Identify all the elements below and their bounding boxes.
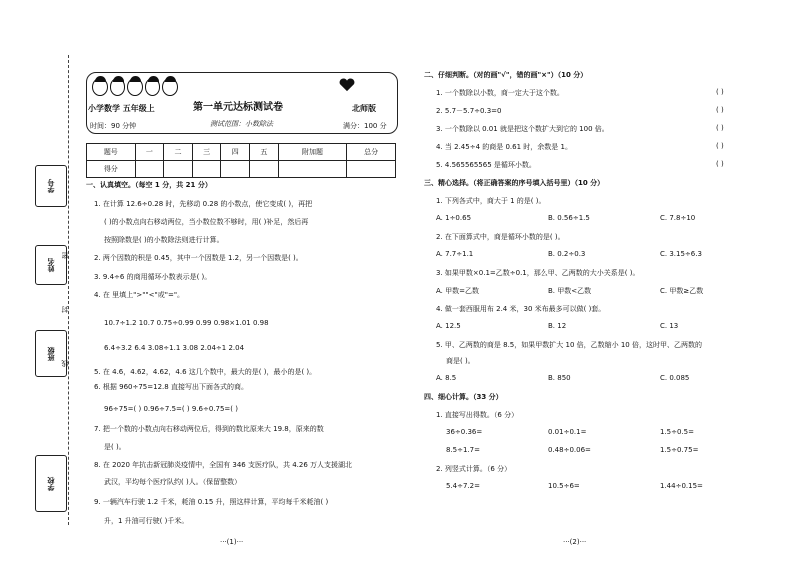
- calc-item: 10.5÷6=: [548, 482, 580, 490]
- question-line: 3. 9.4÷6 的商用循环小数表示是( )。: [94, 273, 212, 281]
- answer-paren[interactable]: ( ): [716, 124, 724, 132]
- question-line: 5. 在 4.6，4.62，4.62，4.6 这几个数中，最大的是( )，最小的是( )。: [94, 368, 317, 376]
- question-line: 4. 在 里填上">""<"或"="。: [94, 291, 185, 299]
- question-line: 96÷75=( ) 0.96÷7.5=( ) 9.6÷0.75=( ): [104, 405, 238, 413]
- choice-opt[interactable]: B. 甲数<乙数: [548, 287, 592, 295]
- calc-item: 1.5÷0.5=: [660, 428, 694, 436]
- calc-item: 1.5÷0.75=: [660, 446, 699, 454]
- question-line: 8. 在 2020 年抗击新冠肺炎疫情中，全国有 346 支医疗队，共 4.26 万人支援湖北: [94, 461, 353, 469]
- section-3-title: 三、精心选择。（将正确答案的序号填入括号里）（10 分）: [424, 179, 605, 187]
- choice-q5: 5. 甲、乙两数的商是 8.5，如果甲数扩大 10 倍，乙数缩小 10 倍，这时甲、乙两数的: [436, 341, 702, 349]
- score-table: [86, 143, 396, 178]
- score-cell[interactable]: [221, 161, 250, 178]
- school-label: 学校: [47, 476, 55, 491]
- score-cell[interactable]: [347, 161, 396, 178]
- judge-item: 5. 4.565565565 是循环小数。: [436, 161, 536, 169]
- answer-paren[interactable]: ( ): [716, 88, 724, 96]
- seal-mark: 封: [61, 306, 69, 313]
- section-1-title: 一、认真填空。（每空 1 分，共 21 分）: [86, 181, 212, 189]
- score-cell[interactable]: [164, 161, 193, 178]
- time-label: 时间：90 分钟: [90, 122, 137, 130]
- calc-title-1: 1. 直接写出得数。（6 分）: [436, 411, 519, 419]
- school-box[interactable]: [35, 455, 67, 512]
- choice-q2: 2. 在下面算式中，商是循环小数的是( )。: [436, 233, 565, 241]
- score-cell[interactable]: [192, 161, 221, 178]
- choice-opt[interactable]: C. 13: [660, 322, 679, 330]
- exam-title: 第一单元达标测试卷: [193, 102, 283, 113]
- table-cell: 题号: [87, 144, 136, 161]
- calc-item: 36÷0.36=: [446, 428, 483, 436]
- choice-opt[interactable]: A. 8.5: [436, 374, 457, 382]
- calc-item: 5.4÷7.2=: [446, 482, 480, 490]
- choice-opt[interactable]: C. 0.085: [660, 374, 690, 382]
- question-line: 9. 一辆汽车行驶 1.2 千米，耗油 0.15 升，照这样计算，平均每千米耗油( ): [94, 498, 329, 506]
- choice-opt[interactable]: B. 12: [548, 322, 567, 330]
- binding-line: [68, 55, 69, 525]
- series-label: 小学数学 五年级上: [88, 104, 155, 113]
- choice-q4: 4. 做一套西服用布 2.4 米，30 米布最多可以做( )套。: [436, 305, 606, 313]
- student-id-box[interactable]: [35, 165, 67, 207]
- name-label: 姓名: [47, 258, 55, 272]
- table-cell: 三: [192, 144, 221, 161]
- class-label: 班级: [47, 346, 55, 361]
- question-line: 7. 把一个数的小数点向右移动两位后，得到的数比原来大 19.8，原来的数: [94, 425, 324, 433]
- name-box[interactable]: [35, 245, 67, 285]
- section-2-title: 二、仔细判断。（对的画"√"，错的画"×"）（10 分）: [424, 71, 588, 79]
- heart-icon: [338, 78, 356, 92]
- calc-item: 1.44÷0.15=: [660, 482, 703, 490]
- children-logo: [92, 74, 178, 100]
- table-cell: 得分: [87, 161, 136, 178]
- choice-q5-cont: 商是( )。: [446, 357, 475, 365]
- score-cell[interactable]: [278, 161, 347, 178]
- judge-item: 3. 一个数除以 0.01 就是把这个数扩大到它的 100 倍。: [436, 125, 609, 133]
- choice-opt[interactable]: C. 甲数≥乙数: [660, 287, 704, 295]
- answer-paren[interactable]: ( ): [716, 106, 724, 114]
- calc-item: 0.01÷0.1=: [548, 428, 587, 436]
- page-number-2: ···(2)···: [563, 538, 587, 546]
- calc-title-2: 2. 列竖式计算。（6 分）: [436, 465, 512, 473]
- question-line: 升，1 升油可行驶( )千米。: [104, 517, 189, 525]
- seal-mark: 密: [61, 252, 69, 259]
- choice-opt[interactable]: A. 7.7÷1.1: [436, 250, 474, 258]
- choice-opt[interactable]: C. 7.8÷10: [660, 214, 696, 222]
- table-cell: 四: [221, 144, 250, 161]
- choice-opt[interactable]: B. 0.2÷0.3: [548, 250, 586, 258]
- table-cell: 五: [250, 144, 279, 161]
- score-label: 满分：100 分: [343, 122, 387, 130]
- class-box[interactable]: [35, 330, 67, 377]
- calc-item: 0.48÷0.06=: [548, 446, 591, 454]
- choice-opt[interactable]: A. 甲数=乙数: [436, 287, 479, 295]
- scope-label: 测试范围：小数除法: [210, 120, 273, 128]
- choice-q3: 3. 如果甲数×0.1=乙数÷0.1，那么甲、乙两数的大小关系是( )。: [436, 269, 640, 277]
- score-cell[interactable]: [135, 161, 164, 178]
- question-line: 武汉，平均每个医疗队约( )人。（保留整数）: [104, 478, 242, 486]
- choice-opt[interactable]: C. 3.15÷6.3: [660, 250, 702, 258]
- question-line: 6.4÷3.2 6.4 3.08÷1.1 3.08 2.04÷1 2.04: [104, 344, 245, 352]
- table-cell: 附加题: [278, 144, 347, 161]
- table-cell: 一: [135, 144, 164, 161]
- question-line: 是( )。: [104, 443, 126, 451]
- choice-opt[interactable]: A. 12.5: [436, 322, 461, 330]
- section-4-title: 四、细心计算。（33 分）: [424, 393, 503, 401]
- score-cell[interactable]: [250, 161, 279, 178]
- page-number-1: ···(1)···: [220, 538, 244, 546]
- question-line: 1. 在计算 12.6÷0.28 时，先移动 0.28 的小数点，使它变成( )，再把: [94, 200, 313, 208]
- choice-opt[interactable]: B. 850: [548, 374, 571, 382]
- question-line: 10.7÷1.2 10.7 0.75÷0.99 0.99 0.98×1.01 0.98: [104, 319, 269, 327]
- student-id-label: 学号: [47, 179, 55, 193]
- question-line: 2. 两个因数的积是 0.45，其中一个因数是 1.2，另一个因数是( )。: [94, 254, 303, 262]
- question-line: 6. 根据 960÷75=12.8 直接写出下面各式的商。: [94, 383, 248, 391]
- choice-opt[interactable]: B. 0.56÷1.5: [548, 214, 590, 222]
- seal-mark: 线: [61, 360, 69, 367]
- table-cell: 总分: [347, 144, 396, 161]
- question-line: 按照除数是( )的小数除法则进行计算。: [104, 236, 224, 244]
- judge-item: 1. 一个数除以小数，商一定大于这个数。: [436, 89, 564, 97]
- answer-paren[interactable]: ( ): [716, 142, 724, 150]
- choice-q1: 1. 下列各式中，商大于 1 的是( )。: [436, 197, 546, 205]
- question-line: ( )的小数点向右移动两位，当小数位数不够时，用( )补足，然后再: [104, 218, 309, 226]
- table-cell: 二: [164, 144, 193, 161]
- judge-item: 2. 5.7－5.7÷0.3=0: [436, 107, 502, 115]
- edition-label: 北师版: [352, 104, 376, 113]
- judge-item: 4. 当 2.45÷4 的商是 0.61 时，余数是 1。: [436, 143, 572, 151]
- answer-paren[interactable]: ( ): [716, 160, 724, 168]
- choice-opt[interactable]: A. 1÷0.65: [436, 214, 472, 222]
- calc-item: 8.5÷1.7=: [446, 446, 480, 454]
